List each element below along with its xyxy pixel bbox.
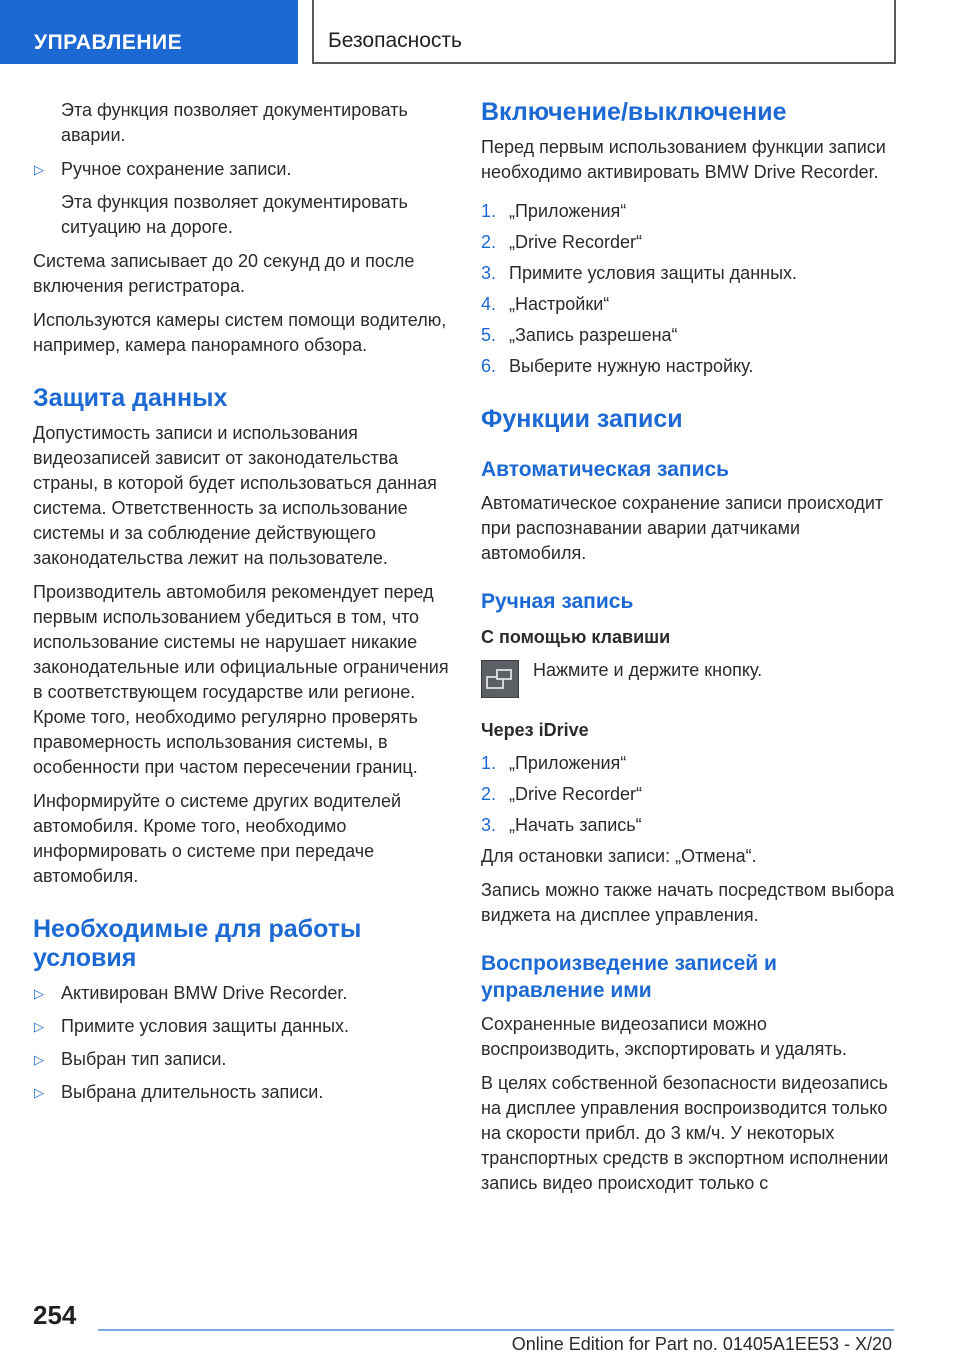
numbered-step: 1. „Приложения“ [481, 753, 627, 773]
triangle-bullet-icon: ▷ [34, 986, 44, 1001]
triangle-bullet-icon: ▷ [34, 1085, 44, 1100]
paragraph: Производитель автомобиля рекомендует перед первым использованием убедиться в том, что использование системы не нарушает никакие законодательные или официальные ограничения в соответствующем государстве или регионе. Кроме того, необходимо регулярно проверять правомерность использования системы, в особенности при частом пересечении границ. [33, 582, 449, 777]
numbered-step: 3. „Начать запись“ [481, 815, 642, 835]
paragraph: Система записывает до 20 секунд до и после включения регистратора. [33, 251, 415, 296]
camera-record-button-icon [481, 660, 519, 698]
left-column [33, 98, 453, 1113]
list-item: ▷ Выбрана длительность записи. [33, 1080, 453, 1105]
numbered-step: 5. „Запись разрешена“ [481, 325, 678, 345]
triangle-bullet-icon: ▷ [34, 1052, 44, 1067]
paragraph: Автоматическое сохранение записи происходит при распознавании аварии датчиками автомобиля. [481, 493, 884, 563]
triangle-bullet-icon: ▷ [34, 1019, 44, 1034]
paragraph: Перед первым использованием функции записи необходимо активировать BMW Drive Recorder. [481, 137, 886, 182]
header-chapter: Безопасность [312, 0, 896, 64]
footer-edition: Online Edition for Part no. 01405A1EE53 - X/20 [511, 1334, 892, 1354]
list-item: ▷ Активирован BMW Drive Recorder. [33, 981, 453, 1006]
numbered-step: 4. „Настройки“ [481, 294, 610, 314]
subheading-idrive: Через iDrive [481, 720, 589, 740]
paragraph: Эта функция позволяет документировать ситуацию на дороге. [61, 192, 408, 237]
button-instruction [481, 658, 901, 698]
section-heading-onoff: Включение/выключение [481, 98, 787, 126]
subheading-playback: Воспроизведение записей и управление ими [481, 952, 777, 1002]
list-item: ▷ Примите условия защиты данных. [33, 1014, 453, 1039]
numbered-step: 3. Примите условия защиты данных. [481, 263, 798, 283]
paragraph: Используются камеры систем помощи водителю, например, камера панорамного обзора. [33, 310, 447, 355]
numbered-step: 2. „Drive Recorder“ [481, 232, 643, 252]
paragraph: Эта функция позволяет документировать аварии. [61, 100, 408, 145]
numbered-step: 2. „Drive Recorder“ [481, 784, 643, 804]
numbered-step: 1. „Приложения“ [481, 201, 627, 221]
subheading-auto: Автоматическая запись [481, 458, 730, 481]
paragraph: В целях собственной безопасности видеозапись на дисплее управления воспроизводится только на скорости прибл. до 3 км/ч. У некоторых транспортных средств в экспортном исполнении запись видео происходит только с [481, 1073, 889, 1193]
paragraph: Сохраненные видеозаписи можно воспроизводить, экспортировать и удалять. [481, 1014, 848, 1059]
paragraph: Запись можно также начать посредством выбора виджета на дисплее управления. [481, 880, 895, 925]
paragraph: Нажмите и держите кнопку. [533, 660, 763, 680]
section-heading-requirements: Необходимые для работы условия [33, 915, 362, 972]
paragraph: Информируйте о системе других водителей автомобиля. Кроме того, необходимо информировать о системе при передаче автомобиля. [33, 791, 402, 886]
triangle-bullet-icon: ▷ [34, 162, 44, 177]
right-column [481, 98, 901, 1205]
list-item: ▷ Выбран тип записи. [33, 1047, 453, 1072]
numbered-step: 6. Выберите нужную настройку. [481, 356, 754, 376]
footer-divider [98, 1329, 894, 1331]
list-item: ▷ Ручное сохранение записи. [33, 157, 453, 182]
page-number: 254 [33, 1300, 77, 1330]
paragraph: Для остановки записи: „Отмена“. [481, 846, 757, 866]
section-heading-functions: Функции записи [481, 405, 683, 433]
subheading-manual: Ручная запись [481, 590, 634, 613]
paragraph: Допустимость записи и использования видеозаписей зависит от законодательства страны, в которой будет использоваться данная система. Ответственность за использование системы и за соблюдение действующего законодательства лежит на пользователе. [33, 423, 437, 568]
subheading-button: С помощью клавиши [481, 627, 671, 647]
header-section: УПРАВЛЕНИЕ [0, 0, 298, 64]
section-heading-privacy: Защита данных [33, 384, 228, 412]
